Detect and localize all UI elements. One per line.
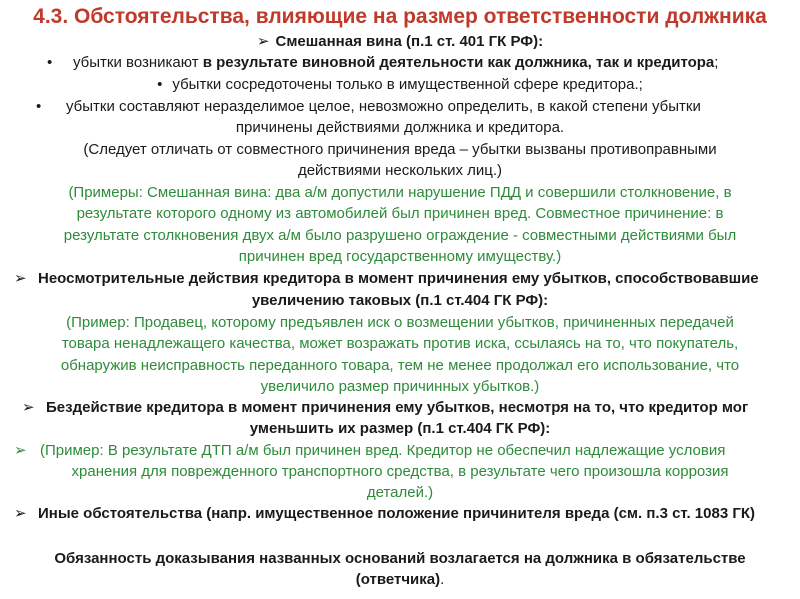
example-text: (Пример: В результате ДТП а/м был причинен вред. Кредитор не обеспечил надлежащие условия <box>40 442 726 459</box>
arrow-bullet-icon: ➢ <box>14 505 27 522</box>
example-text: деталей.) <box>366 484 434 501</box>
section-3-heading: Бездействие кредитора в момент причинения ему убытков, несмотря на то, что кредитор мог <box>46 399 749 416</box>
section-4-heading: Иные обстоятельства (напр. имущественное положение причинителя вреда (см. п.3 ст. 1083 ГК) <box>38 505 755 522</box>
example-text: товара ненадлежащего качества, может возражать против иска, ссылаясь на то, что покупатель, <box>61 335 739 352</box>
list-item: убытки составляют неразделимое целое, невозможно определить, в какой степени убытки <box>66 98 701 115</box>
page-title: 4.3. Обстоятельства, влияющие на размер ответственности должника <box>33 5 767 28</box>
bullet-icon: • <box>157 76 163 93</box>
example-text: обнаружив неисправность переданного товара, тем не менее продолжал его использование, что <box>60 357 740 374</box>
section-1-heading: ➢ Смешанная вина (п.1 ст. 401 ГК РФ): <box>256 33 544 50</box>
list-item: • убытки сосредоточены только в имущественной сфере кредитора.; <box>157 76 643 93</box>
bullet-icon: • <box>47 54 53 71</box>
example-text: причинен вред государственному имуществу.) <box>238 248 562 265</box>
example-text: (Пример: Продавец, которому предъявлен иск о возмещении убытков, причиненных передачей <box>66 314 734 331</box>
note-text: (Следует отличать от совместного причинения вреда – убытки вызваны противоправными <box>83 141 717 158</box>
arrow-bullet-icon: ➢ <box>14 442 27 459</box>
section-2-heading: Неосмотрительные действия кредитора в момент причинения ему убытков, способствовавшие <box>38 270 759 287</box>
arrow-bullet-icon: ➢ <box>256 33 270 50</box>
arrow-bullet-icon: ➢ <box>22 399 35 416</box>
note-text: действиями нескольких лиц.) <box>297 162 503 179</box>
section-3-heading-cont: уменьшить их размер (п.1 ст.404 ГК РФ): <box>249 420 551 437</box>
footer-text: Обязанность доказывания названных оснований возлагается на должника в обязательстве <box>54 550 746 567</box>
arrow-bullet-icon: ➢ <box>14 270 27 287</box>
example-text: результате столкновения двух а/м было разрушено ограждение - совместными действиями был <box>63 227 737 244</box>
footer-text-cont: (ответчика). <box>355 571 445 588</box>
example-text: увеличило размер причинных убытков.) <box>260 378 540 395</box>
list-item: убытки возникают в результате виновной деятельности как должника, так и кредитора; <box>73 54 719 71</box>
section-2-heading-cont: увеличению таковых (п.1 ст.404 ГК РФ): <box>251 292 549 309</box>
list-item-continued: причинены действиями должника и кредитора. <box>235 119 565 136</box>
example-text: результате которого одному из автомобилей был причинен вред. Совместное причинение: в <box>76 205 724 222</box>
bullet-icon: • <box>36 98 42 115</box>
example-text: (Примеры: Смешанная вина: два а/м допустили нарушение ПДД и совершили столкновение, в <box>68 184 732 201</box>
example-text: хранения для поврежденного транспортного средства, в результате чего произошла коррозия <box>71 463 729 480</box>
